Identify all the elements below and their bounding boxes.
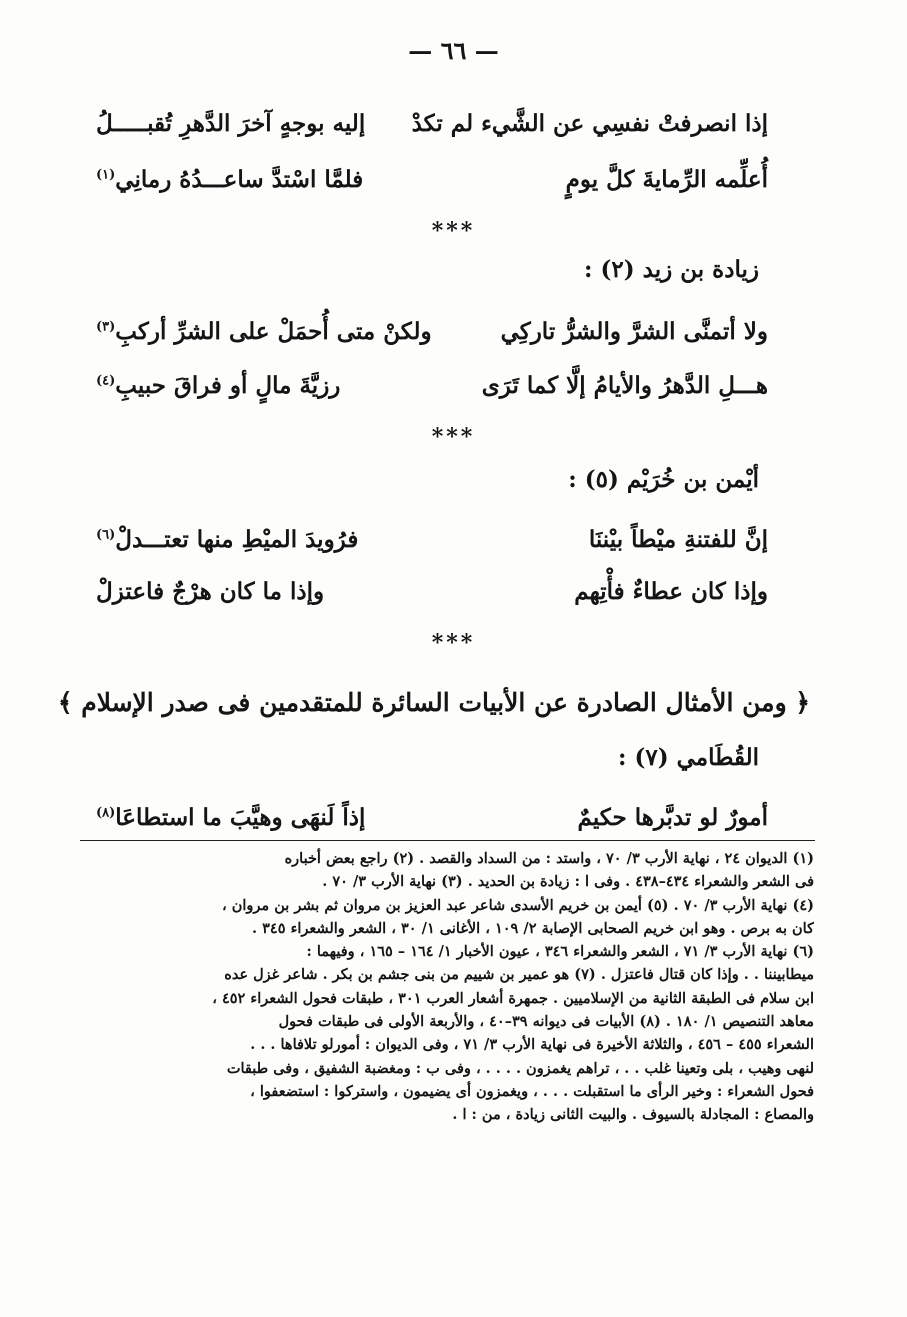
verse-second-hemistich	[96, 578, 324, 605]
verse-line	[96, 516, 768, 562]
footnote-line: معاهد التنصيص ١/ ١٨٠ . (٨) الأبيات فى ديوانه ٣٩–٤٠ ، والأربعة الأولى فى طبقات فحول	[278, 1013, 814, 1031]
hemistich-text: إليه بوجهٍ آخرَ الدَّهرِ تُقبـــــلُ	[96, 109, 366, 137]
footnote-line: ابن سلام فى الطبقة الثانية من الإسلاميين . جمهرة أشعار العرب ٣٠١ ، طبقات فحول الشعراء ٤٥٢ ،	[212, 989, 814, 1007]
footnote-line: (١) الديوان ٢٤ ، نهاية الأرب ٣/ ٧٠ ، واستد : من السداد والقصد . (٢) راجع بعض أخباره	[284, 850, 814, 867]
verse-second-hemistich	[96, 804, 365, 831]
verse-first-hemistich: ولا أتمنَّى الشرَّ والشرُّ تاركِي	[500, 317, 768, 345]
verse-second-hemistich	[96, 372, 340, 399]
hemistich-text: فلمَّا اسْتدَّ ساعـــدُهُ رمانِي	[115, 165, 364, 193]
verse-first-hemistich: أمورٌ لو تدبَّرها حكيمٌ	[577, 803, 768, 831]
footnote-line: الشعراء ٤٥٥ – ٤٥٦ ، والثلاثة الأخيرة فى نهاية الأرب ٣/ ٧١ ، وفى الديوان : أمورلو تلافاها . . .	[250, 1036, 814, 1054]
footnote-line: فحول الشعراء : وخير الرأى ما استقبلت . . . ، ويغمزون أى يضيمون ، واستركوا : استضعفوا ،	[250, 1082, 814, 1100]
footnote-marker: (٦)	[96, 526, 116, 542]
section-separator: ***	[431, 630, 476, 656]
footnote-line: والمصاع : المجادلة بالسيوف . والبيت الثانى زيادة ، من : ا .	[452, 1106, 814, 1124]
hemistich-text: ولكنْ متى أُحمَلْ على الشرِّ أركبِ	[115, 317, 432, 345]
section-separator: ***	[431, 424, 476, 450]
page-number: — ٦٦ —	[408, 36, 499, 65]
footnotes	[78, 847, 814, 1127]
verse-second-hemistich	[96, 526, 358, 553]
poet-name: زيادة بن زيد (٢) :	[584, 256, 759, 283]
footnote-line: كان به برص . وهو ابن خريم الصحابى الإصابة ٢/ ١٠٩ ، الأغانى ١/ ٣٠ ، الشعر والشعراء ٣٤٥ .	[252, 919, 814, 937]
footnote-line: ميطابيننا . . وإذا كان قتال فاعتزل . (٧) هو عمير بن شييم من بنى جشم بن بكر . شاعر غزل عده	[224, 966, 814, 984]
verse-line	[96, 156, 768, 202]
verse-first-hemistich: هـــلِ الدَّهرُ والأيامُ إلَّا كما تَرَى	[481, 371, 768, 399]
verse-line	[96, 568, 768, 614]
verse-line	[96, 100, 768, 146]
footnote-marker: (٤)	[96, 372, 116, 388]
poet-name: أيْمن بن خُرَيْم (٥) :	[568, 466, 759, 493]
verse-second-hemistich	[96, 166, 363, 193]
footnote-rule	[80, 840, 815, 841]
footnote-line: (٤) نهاية الأرب ٣/ ٧٠ . (٥) أيمن بن خريم الأسدى شاعر عبد العزيز بن مروان ثم بشر بن مروان ،	[222, 896, 814, 914]
verse-second-hemistich	[96, 110, 365, 137]
footnote-line: (٦) نهاية الأرب ٣/ ٧١ ، الشعر والشعراء ٣٤٦ ، عيون الأخبار ١/ ١٦٤ – ١٦٥ ، وفيهما :	[306, 943, 814, 961]
hemistich-text: إذاً لَنهَى وهيَّبَ ما استطاعَا	[115, 803, 366, 831]
footnote-marker: (٨)	[96, 804, 116, 820]
verse-line	[96, 794, 768, 840]
section-title: ﴿ ومن الأمثال الصادرة عن الأبيات السائرة للمتقدمين فى صدر الإسلام ﴾	[57, 688, 810, 717]
hemistich-text: فرُويدَ الميْطِ منها تعتـــدلْ	[115, 525, 359, 553]
verse-first-hemistich: وإذا كان عطاءٌ فأْتِهم	[574, 577, 768, 605]
poet-name: القُطَامي (٧) :	[617, 744, 759, 771]
verse-line	[96, 362, 768, 408]
section-separator: ***	[431, 218, 476, 244]
footnote-marker: (٣)	[96, 318, 116, 334]
footnote-line: لنهى وهيب ، بلى وتعينا غلب . . ، تراهم يغمزون . . . . ، وفى ب : ومغضبة الشفيق ، وفى طبقات	[226, 1059, 814, 1077]
verse-first-hemistich: إذا انصرفتْ نفسِي عن الشَّيء لم تكدْ	[411, 109, 768, 137]
verse-second-hemistich	[96, 318, 432, 345]
hemistich-text: رزيَّةَ مالٍ أو فراقَ حبيبِ	[115, 371, 341, 399]
hemistich-text: وإذا ما كان هرْجٌ فاعتزلْ	[96, 577, 325, 605]
footnote-marker: (١)	[96, 166, 116, 182]
verse-line	[96, 308, 768, 354]
verse-first-hemistich: إنَّ للفتنةِ ميْطاً بيْننَا	[588, 525, 768, 553]
verse-first-hemistich: أُعلِّمه الرِّمايةَ كلَّ يومٍ	[565, 165, 768, 193]
footnote-line: فى الشعر والشعراء ٤٣٤–٤٣٨ . وفى ا : زيادة بن الحديد . (٣) نهاية الأرب ٣/ ٧٠ .	[322, 873, 814, 891]
